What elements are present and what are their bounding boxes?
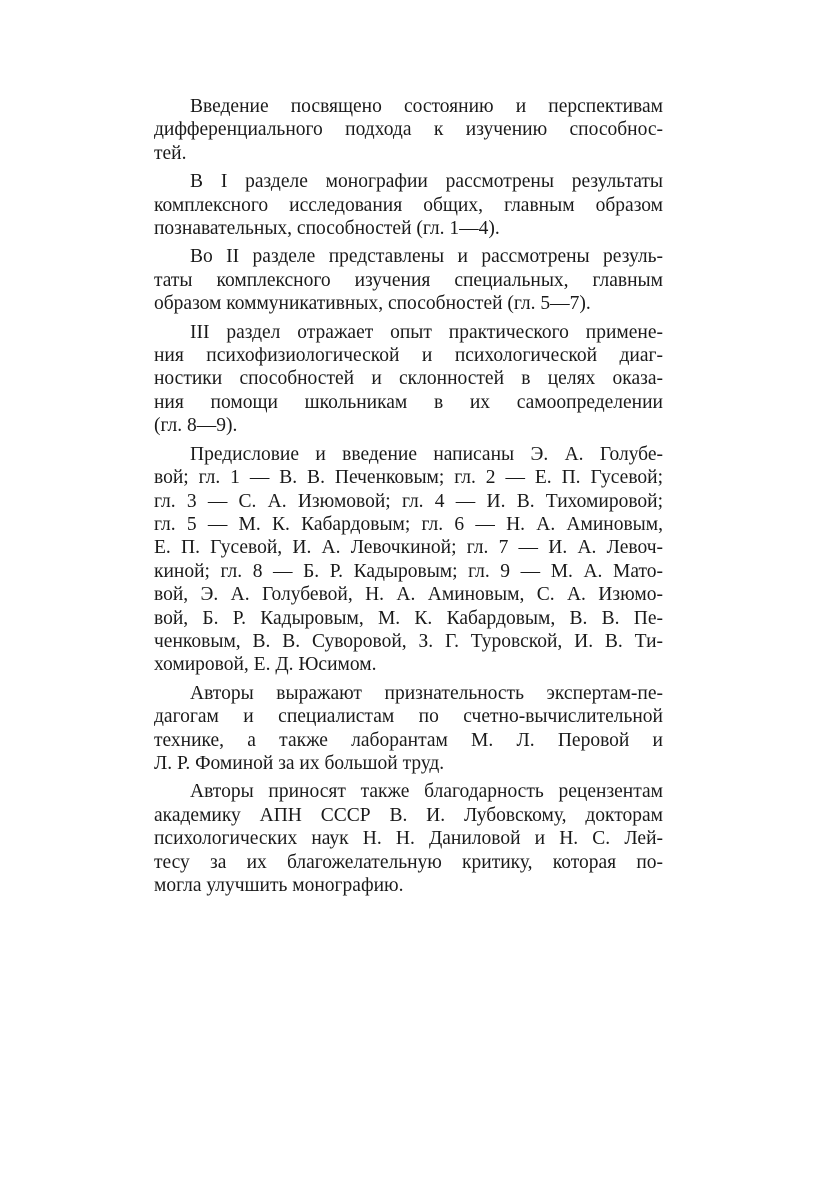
text-line: киной; гл. 8 — Б. Р. Кадыровым; гл. 9 — М. А. Мато- <box>154 560 663 582</box>
text-line: (гл. 8—9). <box>154 415 238 437</box>
paragraph-section-three <box>118 321 663 438</box>
text-line: ченковым, В. В. Суворовой, З. Г. Туровской, И. В. Ти- <box>154 630 663 652</box>
text-line: образом коммуникативных, способностей (гл. 5—7). <box>154 293 591 315</box>
text-line: хомировой, Е. Д. Юсимом. <box>154 654 377 676</box>
text-line: Введение посвящено состоянию и перспективам <box>190 96 663 117</box>
text-line: гл. 5 — М. К. Кабардовым; гл. 6 — Н. А. Аминовым, <box>154 513 663 535</box>
text-line: Л. Р. Фоминой за их большой труд. <box>154 752 445 774</box>
text-line: тесу за их благожелательную критику, которая по- <box>154 851 663 873</box>
text-line: В I разделе монографии рассмотрены результаты <box>190 171 663 193</box>
text-line: могла улучшить монографию. <box>154 875 404 896</box>
document-page <box>118 95 663 902</box>
paragraph-introduction-note <box>118 95 663 165</box>
text-line: Е. П. Гусевой, И. А. Левочкиной; гл. 7 — И. А. Левоч- <box>154 537 663 559</box>
text-line: вой; гл. 1 — В. В. Печенковым; гл. 2 — Е. П. Гусевой; <box>154 467 663 489</box>
text-line: психологических наук Н. Н. Даниловой и Н. С. Лей- <box>154 828 663 850</box>
text-line: Предисловие и введение написаны Э. А. Голубе- <box>190 443 663 465</box>
text-line: технике, а также лаборантам М. Л. Перовой и <box>154 729 663 751</box>
paragraph-section-one <box>118 170 663 240</box>
paragraph-acknowledgement-reviewers <box>118 780 663 897</box>
text-line: Авторы приносят также благодарность рецензентам <box>190 781 663 803</box>
text-line: III раздел отражает опыт практического примене- <box>190 321 663 343</box>
text-line: познавательных, способностей (гл. 1—4). <box>154 218 500 240</box>
text-line: дифференциального подхода к изучению способнос- <box>154 119 663 141</box>
paragraph-acknowledgement-experts <box>118 682 663 776</box>
text-line: таты комплексного изучения специальных, главным <box>154 269 663 291</box>
text-line: гл. 3 — С. А. Изюмовой; гл. 4 — И. В. Тихомировой; <box>154 490 663 512</box>
text-line: комплексного исследования общих, главным образом <box>154 194 663 216</box>
text-line: вой, Э. А. Голубевой, Н. А. Аминовым, С. А. Изюмо- <box>154 584 663 606</box>
paragraph-section-two <box>118 245 663 315</box>
text-line: ния психофизиологической и психологической диаг- <box>154 345 663 367</box>
text-line: Во II разделе представлены и рассмотрены резуль- <box>190 246 663 268</box>
text-line: ния помощи школьникам в их самоопределении <box>154 391 663 413</box>
text-line: вой, Б. Р. Кадыровым, М. К. Кабардовым, В. В. Пе- <box>154 607 663 629</box>
text-line: ностики способностей и склонностей в целях оказа- <box>154 368 663 390</box>
text-line: академику АПН СССР В. И. Лубовскому, докторам <box>154 804 663 826</box>
text-line: дагогам и специалистам по счетно-вычислительной <box>154 706 663 728</box>
paragraph-authors-list <box>118 443 663 677</box>
text-line: Авторы выражают признательность экспертам-пе- <box>190 682 663 704</box>
text-line: тей. <box>154 142 187 164</box>
